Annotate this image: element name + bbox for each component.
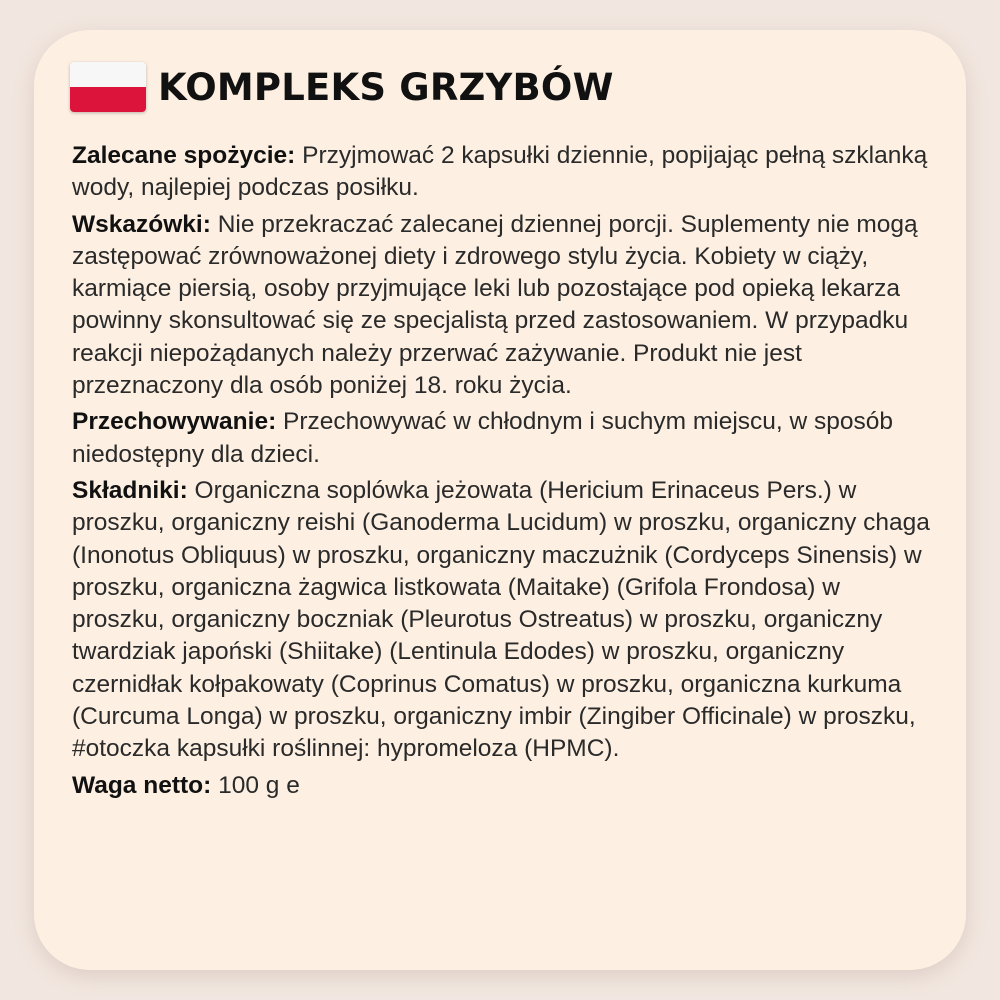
label-content [72,140,934,802]
section-net-weight [72,770,934,802]
section-storage [72,406,934,471]
flag-red-stripe [70,87,146,112]
product-title: KOMPLEKS GRZYBÓW [158,65,614,109]
section-dosage-label: Zalecane spożycie: [72,142,296,169]
section-storage-text: Przechowywać w chłodnym i suchym miejscu, w sposób niedostępny dla dzieci. [72,408,894,468]
section-ingredients-text: Organiczna soplówka jeżowata (Hericium Erinaceus Pers.) w proszku, organiczny reishi (Ganoderma Lucidum) w proszku, organiczny chaga (Inonotus Obliquus) w proszku, organiczny maczużnik (Cordyceps Sinensis) w proszku, organiczna żagwica listkowata (Maitake) (Grifola Frondosa) w proszku, organiczny boczniak (Pleurotus Ostreatus) w proszku, organiczny twardziak japoński (Shiitake) (Lentinula Edodes) w proszku, organiczny czernidłak kołpakowaty (Coprinus Comatus) w proszku, organiczna kurkuma (Curcuma Longa) w proszku, organiczny imbir (Zingiber Officinale) w proszku, #otoczka kapsułki roślinnej: hypromeloza (HPMC). [72,476,930,763]
header [70,62,614,112]
label-card [34,30,966,970]
section-storage-label: Przechowywanie: [72,408,277,436]
section-net-weight-text: 100 g e [218,771,300,799]
section-warnings-text: Nie przekraczać zalecanej dziennej porcji. Suplementy nie mogą zastępować zrównoważonej diety i zdrowego stylu życia. Kobiety w ciąży, karmiące piersią, osoby przyjmujące leki lub pozostające pod opieką lekarza powinny skonsultować się ze specjalistą przed zastosowaniem. W przypadku reakcji niepożądanych należy przerwać zażywanie. Produkt nie jest przeznaczony dla osób poniżej 18. roku życia. [72,210,918,400]
section-warnings [72,209,934,403]
section-warnings-label: Wskazówki: [72,210,211,238]
section-dosage [72,140,934,205]
section-ingredients [72,475,934,766]
section-ingredients-label: Składniki: [72,476,188,504]
section-dosage-text: Przyjmować 2 kapsułki dziennie, popijając pełną szklanką wody, najlepiej podczas posiłku. [72,142,928,202]
poland-flag-icon [70,62,146,112]
flag-white-stripe [70,62,146,87]
section-net-weight-label: Waga netto: [72,771,212,799]
